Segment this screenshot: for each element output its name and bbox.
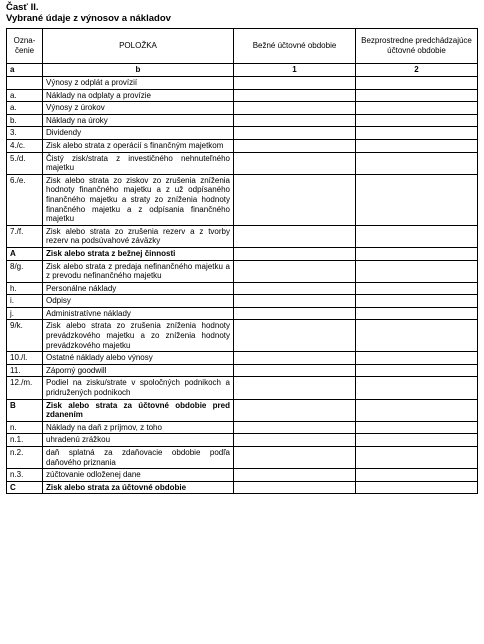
- table-row: [7, 295, 478, 308]
- row-code: 11.: [7, 364, 43, 377]
- row-value-previous[interactable]: [356, 447, 478, 469]
- row-code: n.: [7, 421, 43, 434]
- section-heading: [6, 2, 171, 24]
- row-value-previous[interactable]: [356, 102, 478, 115]
- table-row: [7, 377, 478, 399]
- row-value-previous[interactable]: [356, 481, 478, 494]
- row-value-current[interactable]: [234, 282, 356, 295]
- row-value-previous[interactable]: [356, 352, 478, 365]
- row-code: a.: [7, 102, 43, 115]
- row-value-previous[interactable]: [356, 247, 478, 260]
- table-row: [7, 469, 478, 482]
- row-label: Výnosy z úrokov: [43, 102, 234, 115]
- row-value-previous[interactable]: [356, 127, 478, 140]
- table-row: [7, 282, 478, 295]
- table-row: [7, 127, 478, 140]
- key-2: 2: [356, 64, 478, 77]
- key-b: b: [43, 64, 234, 77]
- table-row: [7, 307, 478, 320]
- row-value-current[interactable]: [234, 174, 356, 225]
- row-code: 8/g.: [7, 260, 43, 282]
- row-code: 7./f.: [7, 225, 43, 247]
- row-value-current[interactable]: [234, 399, 356, 421]
- row-value-previous[interactable]: [356, 307, 478, 320]
- row-value-current[interactable]: [234, 434, 356, 447]
- row-label: Zisk alebo strata z operácií s finančným majetkom: [43, 139, 234, 152]
- row-label: Ostatné náklady alebo výnosy: [43, 352, 234, 365]
- row-value-previous[interactable]: [356, 225, 478, 247]
- row-value-current[interactable]: [234, 127, 356, 140]
- table-row: [7, 102, 478, 115]
- row-value-previous[interactable]: [356, 434, 478, 447]
- row-value-current[interactable]: [234, 320, 356, 352]
- row-code: 3.: [7, 127, 43, 140]
- column-key-row: [7, 64, 478, 77]
- row-label: Čistý zisk/strata z investičného nehnuteľného majetku: [43, 152, 234, 174]
- row-code: A: [7, 247, 43, 260]
- row-code: 10./l.: [7, 352, 43, 365]
- table-row: [7, 364, 478, 377]
- row-label: Personálne náklady: [43, 282, 234, 295]
- row-value-previous[interactable]: [356, 89, 478, 102]
- table-row: [7, 247, 478, 260]
- row-code: 5./d.: [7, 152, 43, 174]
- row-code: i.: [7, 295, 43, 308]
- row-label: Výnosy z odplát a provízií: [43, 77, 234, 90]
- row-value-previous[interactable]: [356, 320, 478, 352]
- row-code: 12./m.: [7, 377, 43, 399]
- table-row: [7, 139, 478, 152]
- row-code: j.: [7, 307, 43, 320]
- row-value-current[interactable]: [234, 152, 356, 174]
- row-value-current[interactable]: [234, 247, 356, 260]
- table-row: [7, 352, 478, 365]
- row-value-previous[interactable]: [356, 260, 478, 282]
- header-item: POLOŽKA: [43, 29, 234, 64]
- table-row: [7, 260, 478, 282]
- row-value-current[interactable]: [234, 102, 356, 115]
- row-value-previous[interactable]: [356, 364, 478, 377]
- key-1: 1: [234, 64, 356, 77]
- table-row: [7, 77, 478, 90]
- income-expense-table: [6, 28, 478, 494]
- row-value-current[interactable]: [234, 89, 356, 102]
- row-value-previous[interactable]: [356, 377, 478, 399]
- row-code: n.3.: [7, 469, 43, 482]
- row-value-current[interactable]: [234, 77, 356, 90]
- row-code: a.: [7, 89, 43, 102]
- row-code: 6./e.: [7, 174, 43, 225]
- row-value-current[interactable]: [234, 469, 356, 482]
- table-row: [7, 421, 478, 434]
- row-value-previous[interactable]: [356, 295, 478, 308]
- row-value-current[interactable]: [234, 481, 356, 494]
- row-code: B: [7, 399, 43, 421]
- row-label: Zisk alebo strata z predaja nefinančného majetku a z prevodu nefinančného majetku: [43, 260, 234, 282]
- row-code: 9/k.: [7, 320, 43, 352]
- table-row: [7, 447, 478, 469]
- row-value-previous[interactable]: [356, 282, 478, 295]
- header-code: Ozna- čenie: [7, 29, 43, 64]
- header-row: [7, 29, 478, 64]
- row-code: C: [7, 481, 43, 494]
- row-value-current[interactable]: [234, 307, 356, 320]
- row-value-previous[interactable]: [356, 421, 478, 434]
- table-row: [7, 225, 478, 247]
- table-row: [7, 399, 478, 421]
- row-value-previous[interactable]: [356, 469, 478, 482]
- row-code: n.2.: [7, 447, 43, 469]
- row-code: [7, 77, 43, 90]
- row-label: Zisk alebo strata zo zrušenia rezerv a z tvorby rezerv na podsúvahové záväzky: [43, 225, 234, 247]
- row-value-current[interactable]: [234, 421, 356, 434]
- row-code: b.: [7, 114, 43, 127]
- key-a: a: [7, 64, 43, 77]
- row-value-previous[interactable]: [356, 152, 478, 174]
- row-label: Zisk alebo strata zo zrušenia zníženia hodnoty prevádzkového majetku a zo zníženia hodnoty prevádzkového majetku: [43, 320, 234, 352]
- row-label: Zisk alebo strata zo ziskov zo zrušenia zníženia hodnoty finančného majetku a z už odpísaného finančného majetku a straty zo zníženia hodnoty finančného majetku a z odpísania finančného majetku: [43, 174, 234, 225]
- row-value-previous[interactable]: [356, 399, 478, 421]
- row-value-previous[interactable]: [356, 77, 478, 90]
- row-label: Náklady na daň z príjmov, z toho: [43, 421, 234, 434]
- table-row: [7, 174, 478, 225]
- table-body: [7, 77, 478, 494]
- row-label: Dividendy: [43, 127, 234, 140]
- row-label: Zisk alebo strata za účtovné obdobie pred zdanením: [43, 399, 234, 421]
- row-value-current[interactable]: [234, 447, 356, 469]
- row-label: Zisk alebo strata za účtovné obdobie: [43, 481, 234, 494]
- table-row: [7, 114, 478, 127]
- row-value-current[interactable]: [234, 377, 356, 399]
- row-label: uhradenú zrážkou: [43, 434, 234, 447]
- header-current-period: Bežné účtovné obdobie: [234, 29, 356, 64]
- row-value-current[interactable]: [234, 139, 356, 152]
- row-value-current[interactable]: [234, 225, 356, 247]
- table-row: [7, 434, 478, 447]
- row-label: daň splatná za zdaňovacie obdobie podľa daňového priznania: [43, 447, 234, 469]
- row-label: Odpisy: [43, 295, 234, 308]
- table-row: [7, 320, 478, 352]
- row-value-previous[interactable]: [356, 114, 478, 127]
- row-code: h.: [7, 282, 43, 295]
- header-previous-period: Bezprostredne predchádzajúce účtovné obdobie: [356, 29, 478, 64]
- row-value-previous[interactable]: [356, 139, 478, 152]
- row-label: Administratívne náklady: [43, 307, 234, 320]
- row-label: zúčtovanie odloženej dane: [43, 469, 234, 482]
- row-code: 4./c.: [7, 139, 43, 152]
- table-row: [7, 481, 478, 494]
- row-value-current[interactable]: [234, 364, 356, 377]
- table-row: [7, 89, 478, 102]
- row-code: n.1.: [7, 434, 43, 447]
- row-label: Záporný goodwill: [43, 364, 234, 377]
- row-value-current[interactable]: [234, 114, 356, 127]
- row-value-current[interactable]: [234, 260, 356, 282]
- row-value-current[interactable]: [234, 295, 356, 308]
- row-value-current[interactable]: [234, 352, 356, 365]
- row-value-previous[interactable]: [356, 174, 478, 225]
- section-subtitle: Vybrané údaje z výnosov a nákladov: [6, 13, 171, 24]
- table-row: [7, 152, 478, 174]
- row-label: Náklady na úroky: [43, 114, 234, 127]
- row-label: Podiel na zisku/strate v spoločných podnikoch a pridružených podnikoch: [43, 377, 234, 399]
- part-title: Časť II.: [6, 2, 39, 13]
- row-label: Zisk alebo strata z bežnej činnosti: [43, 247, 234, 260]
- row-label: Náklady na odplaty a provízie: [43, 89, 234, 102]
